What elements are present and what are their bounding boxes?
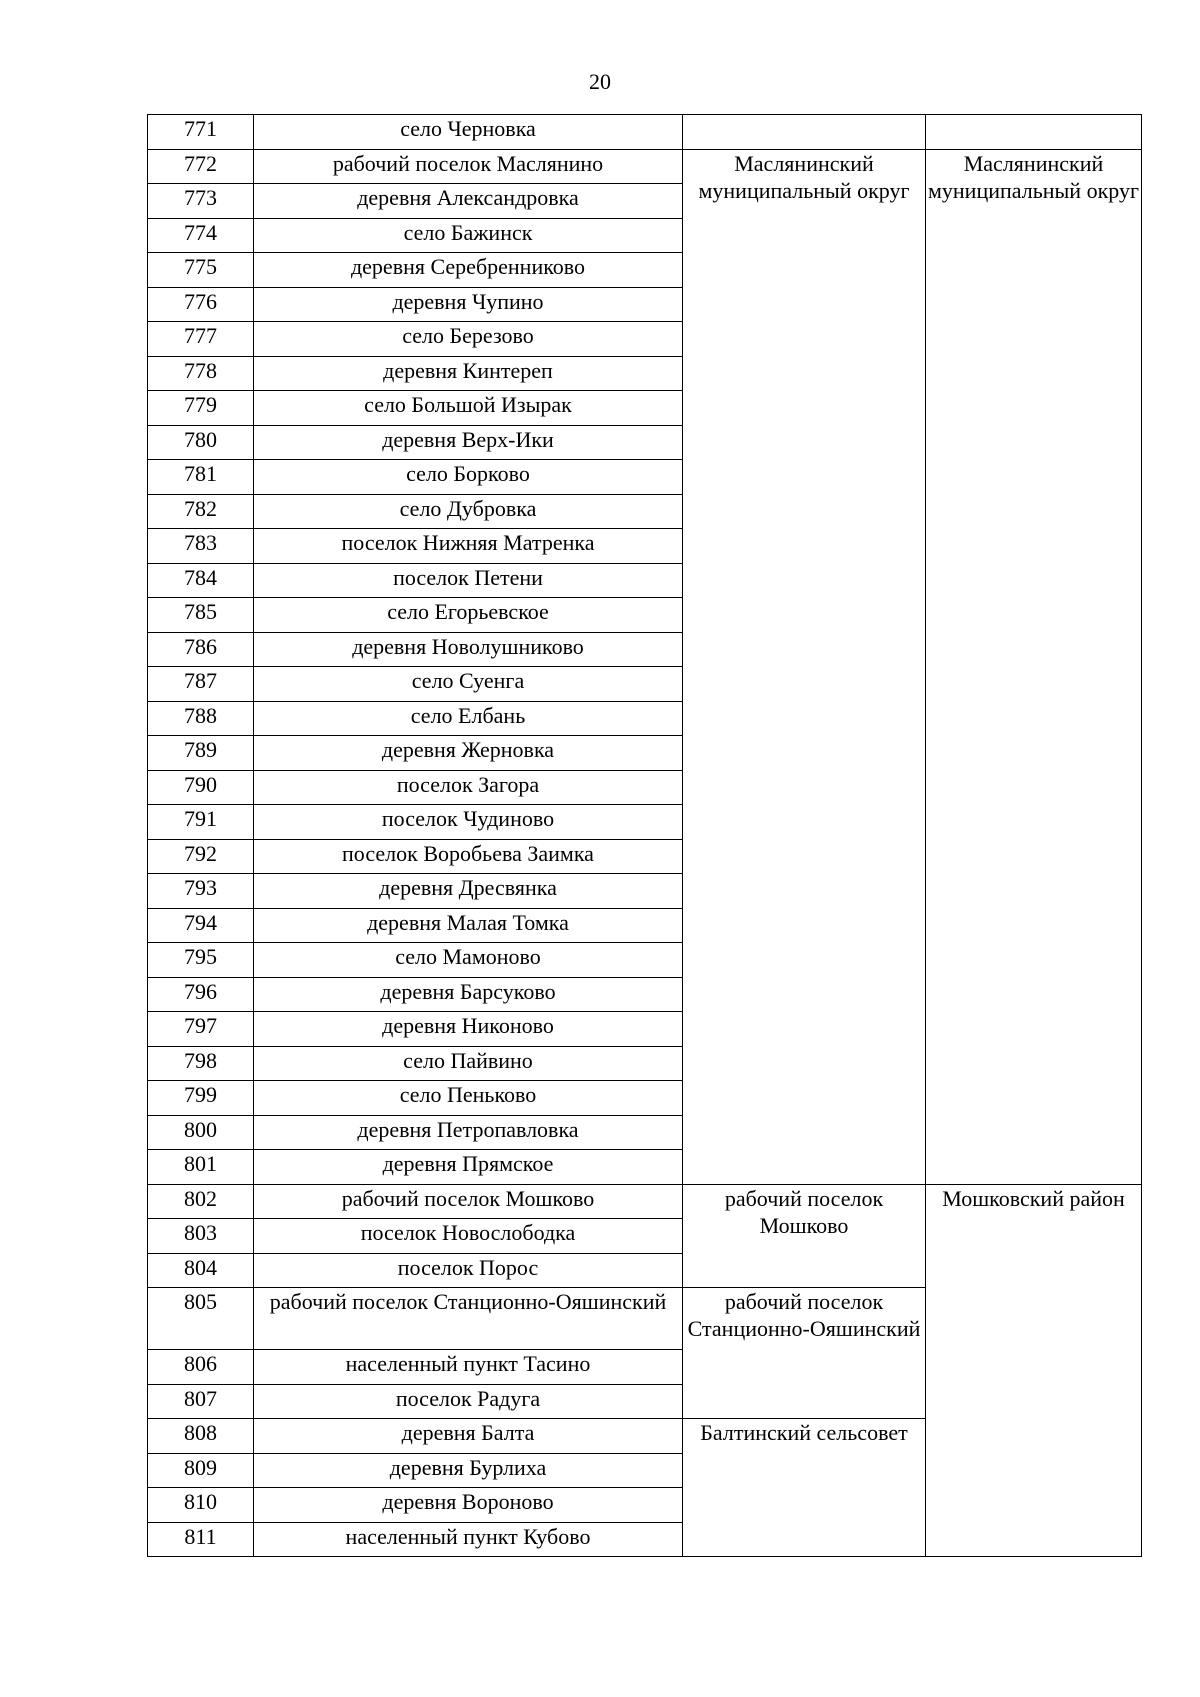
row-number: 811	[148, 1522, 254, 1557]
row-number: 773	[148, 184, 254, 219]
settlement-name: село Пайвино	[254, 1046, 683, 1081]
row-number: 776	[148, 287, 254, 322]
row-number: 805	[148, 1288, 254, 1350]
row-number: 783	[148, 529, 254, 564]
row-number: 803	[148, 1219, 254, 1254]
row-number: 795	[148, 943, 254, 978]
row-number: 799	[148, 1081, 254, 1116]
settlement-name: поселок Чудиново	[254, 805, 683, 840]
row-number: 793	[148, 874, 254, 909]
row-number: 790	[148, 770, 254, 805]
settlement-name: деревня Серебренниково	[254, 253, 683, 288]
row-number: 787	[148, 667, 254, 702]
row-number: 801	[148, 1150, 254, 1185]
table-row	[148, 115, 1142, 150]
settlement-name: поселок Нижняя Матренка	[254, 529, 683, 564]
row-number: 777	[148, 322, 254, 357]
district-cell: Мошковский район	[926, 1184, 1142, 1557]
settlement-name: село Березово	[254, 322, 683, 357]
settlement-name: деревня Прямское	[254, 1150, 683, 1185]
settlement-name: село Елбань	[254, 701, 683, 736]
row-number: 809	[148, 1453, 254, 1488]
municipality-cell	[683, 115, 926, 150]
settlement-name: поселок Воробьева Заимка	[254, 839, 683, 874]
settlement-name: деревня Бурлиха	[254, 1453, 683, 1488]
row-number: 791	[148, 805, 254, 840]
row-number: 785	[148, 598, 254, 633]
settlement-name: деревня Дресвянка	[254, 874, 683, 909]
row-number: 788	[148, 701, 254, 736]
district-cell	[926, 115, 1142, 150]
settlement-name: село Черновка	[254, 115, 683, 150]
row-number: 797	[148, 1012, 254, 1047]
settlement-name: поселок Радуга	[254, 1384, 683, 1419]
settlement-name: рабочий поселок Маслянино	[254, 149, 683, 184]
settlement-name: деревня Барсуково	[254, 977, 683, 1012]
row-number: 789	[148, 736, 254, 771]
row-number: 808	[148, 1419, 254, 1454]
row-number: 780	[148, 425, 254, 460]
row-number: 781	[148, 460, 254, 495]
settlement-name: поселок Порос	[254, 1253, 683, 1288]
settlement-name: село Борково	[254, 460, 683, 495]
settlement-name: деревня Александровка	[254, 184, 683, 219]
settlement-name: поселок Загора	[254, 770, 683, 805]
settlement-name: деревня Чупино	[254, 287, 683, 322]
row-number: 796	[148, 977, 254, 1012]
row-number: 771	[148, 115, 254, 150]
row-number: 772	[148, 149, 254, 184]
row-number: 794	[148, 908, 254, 943]
settlement-name: деревня Верх-Ики	[254, 425, 683, 460]
row-number: 807	[148, 1384, 254, 1419]
settlement-name: деревня Вороново	[254, 1488, 683, 1523]
settlement-name: рабочий поселок Станционно-Ояшинский	[254, 1288, 683, 1350]
settlement-name: деревня Никоново	[254, 1012, 683, 1047]
row-number: 786	[148, 632, 254, 667]
settlement-name: деревня Кинтереп	[254, 356, 683, 391]
settlement-name: деревня Жерновка	[254, 736, 683, 771]
row-number: 800	[148, 1115, 254, 1150]
row-number: 804	[148, 1253, 254, 1288]
settlement-name: населенный пункт Тасино	[254, 1350, 683, 1385]
settlement-name: село Дубровка	[254, 494, 683, 529]
settlement-name: село Суенга	[254, 667, 683, 702]
municipality-cell: Маслянинский муниципальный округ	[683, 149, 926, 1184]
row-number: 774	[148, 218, 254, 253]
page-number: 20	[589, 69, 611, 94]
row-number: 784	[148, 563, 254, 598]
municipality-cell: рабочий поселок Станционно-Ояшинский	[683, 1288, 926, 1419]
table-row	[148, 149, 1142, 184]
row-number: 792	[148, 839, 254, 874]
settlement-name: село Мамоново	[254, 943, 683, 978]
settlement-name: деревня Балта	[254, 1419, 683, 1454]
settlement-name: село Егорьевское	[254, 598, 683, 633]
settlement-name: рабочий поселок Мошково	[254, 1184, 683, 1219]
settlement-name: деревня Новолушниково	[254, 632, 683, 667]
row-number: 778	[148, 356, 254, 391]
row-number: 782	[148, 494, 254, 529]
municipality-cell: Балтинский сельсовет	[683, 1419, 926, 1557]
district-cell: Маслянинский муниципальный округ	[926, 149, 1142, 1184]
row-number: 806	[148, 1350, 254, 1385]
settlement-name: село Бажинск	[254, 218, 683, 253]
settlements-table	[147, 114, 1142, 1557]
settlement-name: деревня Малая Томка	[254, 908, 683, 943]
row-number: 779	[148, 391, 254, 426]
settlement-name: село Большой Изырак	[254, 391, 683, 426]
municipality-cell: рабочий поселок Мошково	[683, 1184, 926, 1288]
settlement-name: населенный пункт Кубово	[254, 1522, 683, 1557]
settlement-name: поселок Петени	[254, 563, 683, 598]
row-number: 810	[148, 1488, 254, 1523]
row-number: 798	[148, 1046, 254, 1081]
table-row	[148, 1184, 1142, 1219]
settlement-name: поселок Новослободка	[254, 1219, 683, 1254]
settlement-name: село Пеньково	[254, 1081, 683, 1116]
row-number: 775	[148, 253, 254, 288]
settlement-name: деревня Петропавловка	[254, 1115, 683, 1150]
row-number: 802	[148, 1184, 254, 1219]
